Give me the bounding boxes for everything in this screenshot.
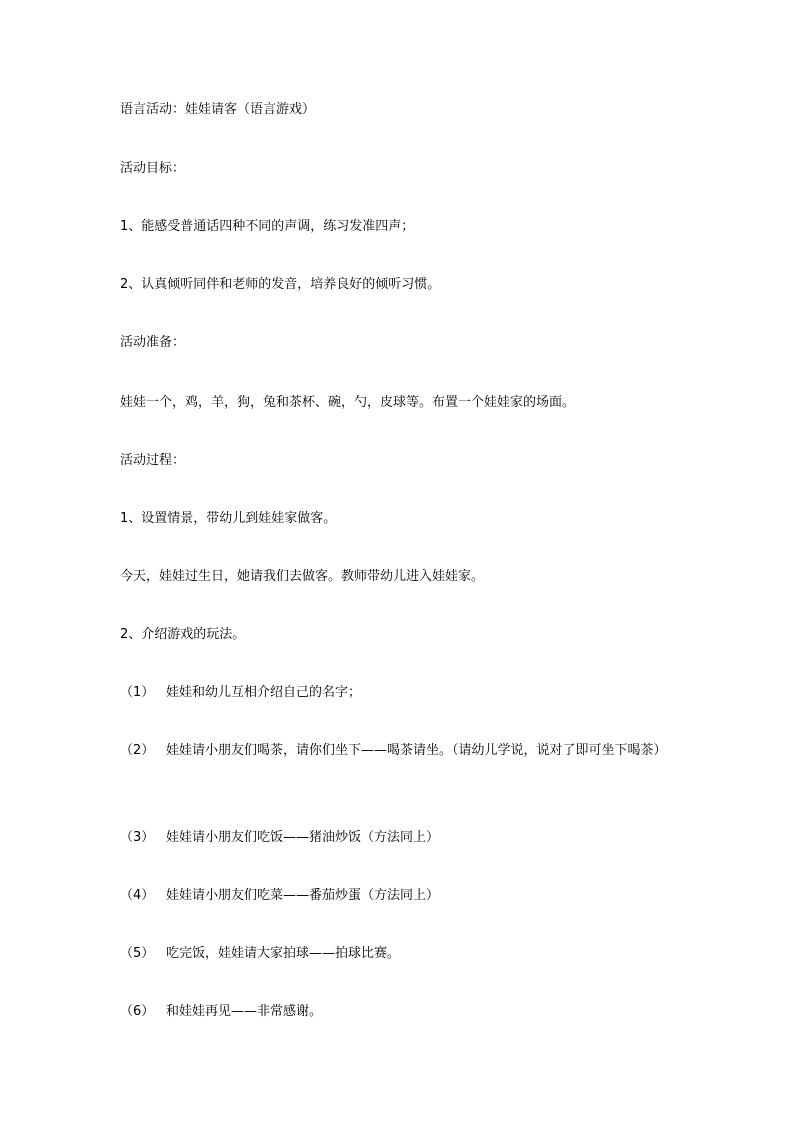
goal-item-2: 2、认真倾听同伴和老师的发音，培养良好的倾听习惯。 bbox=[120, 277, 441, 292]
goals-heading: 活动目标： bbox=[120, 161, 186, 176]
substep-text: 娃娃请小朋友们喝茶，请你们坐下——喝茶请坐。（请幼儿学说，说对了即可坐下喝茶） bbox=[166, 743, 667, 758]
substep-number: （3） bbox=[120, 830, 155, 845]
step-1-detail: 今天，娃娃过生日，她请我们去做客。教师带幼儿进入娃娃家。 bbox=[120, 569, 485, 584]
substep-number: （6） bbox=[120, 1004, 155, 1019]
process-heading: 活动过程： bbox=[120, 453, 186, 468]
substep-number: （4） bbox=[120, 888, 155, 903]
step-2: 2、介绍游戏的玩法。 bbox=[120, 627, 246, 642]
substep-4 bbox=[120, 884, 680, 908]
prep-text: 娃娃一个，鸡，羊，狗，兔和茶杯、碗，勺，皮球等。布置一个娃娃家的场面。 bbox=[120, 395, 576, 410]
substep-text: 娃娃和幼儿互相介绍自己的名字； bbox=[166, 685, 362, 700]
substep-5 bbox=[120, 942, 680, 966]
substep-3 bbox=[120, 826, 680, 850]
substep-text: 吃完饭，娃娃请大家拍球——拍球比赛。 bbox=[166, 946, 401, 961]
substep-1 bbox=[120, 681, 680, 705]
substep-2 bbox=[120, 739, 680, 763]
substep-number: （2） bbox=[120, 743, 155, 758]
substep-number: （1） bbox=[120, 685, 155, 700]
substep-number: （5） bbox=[120, 946, 155, 961]
goal-item-1: 1、能感受普通话四种不同的声调，练习发准四声； bbox=[120, 219, 415, 234]
step-1: 1、设置情景，带幼儿到娃娃家做客。 bbox=[120, 511, 337, 526]
substep-text: 和娃娃再见——非常感谢。 bbox=[166, 1004, 323, 1019]
document-title: 语言活动：娃娃请客（语言游戏） bbox=[120, 102, 316, 117]
substep-text: 娃娃请小朋友们吃菜——番茄炒蛋（方法同上） bbox=[166, 888, 440, 903]
prep-heading: 活动准备： bbox=[120, 335, 186, 350]
substep-6 bbox=[120, 1000, 680, 1024]
substep-text: 娃娃请小朋友们吃饭——猪油炒饭（方法同上） bbox=[166, 830, 440, 845]
